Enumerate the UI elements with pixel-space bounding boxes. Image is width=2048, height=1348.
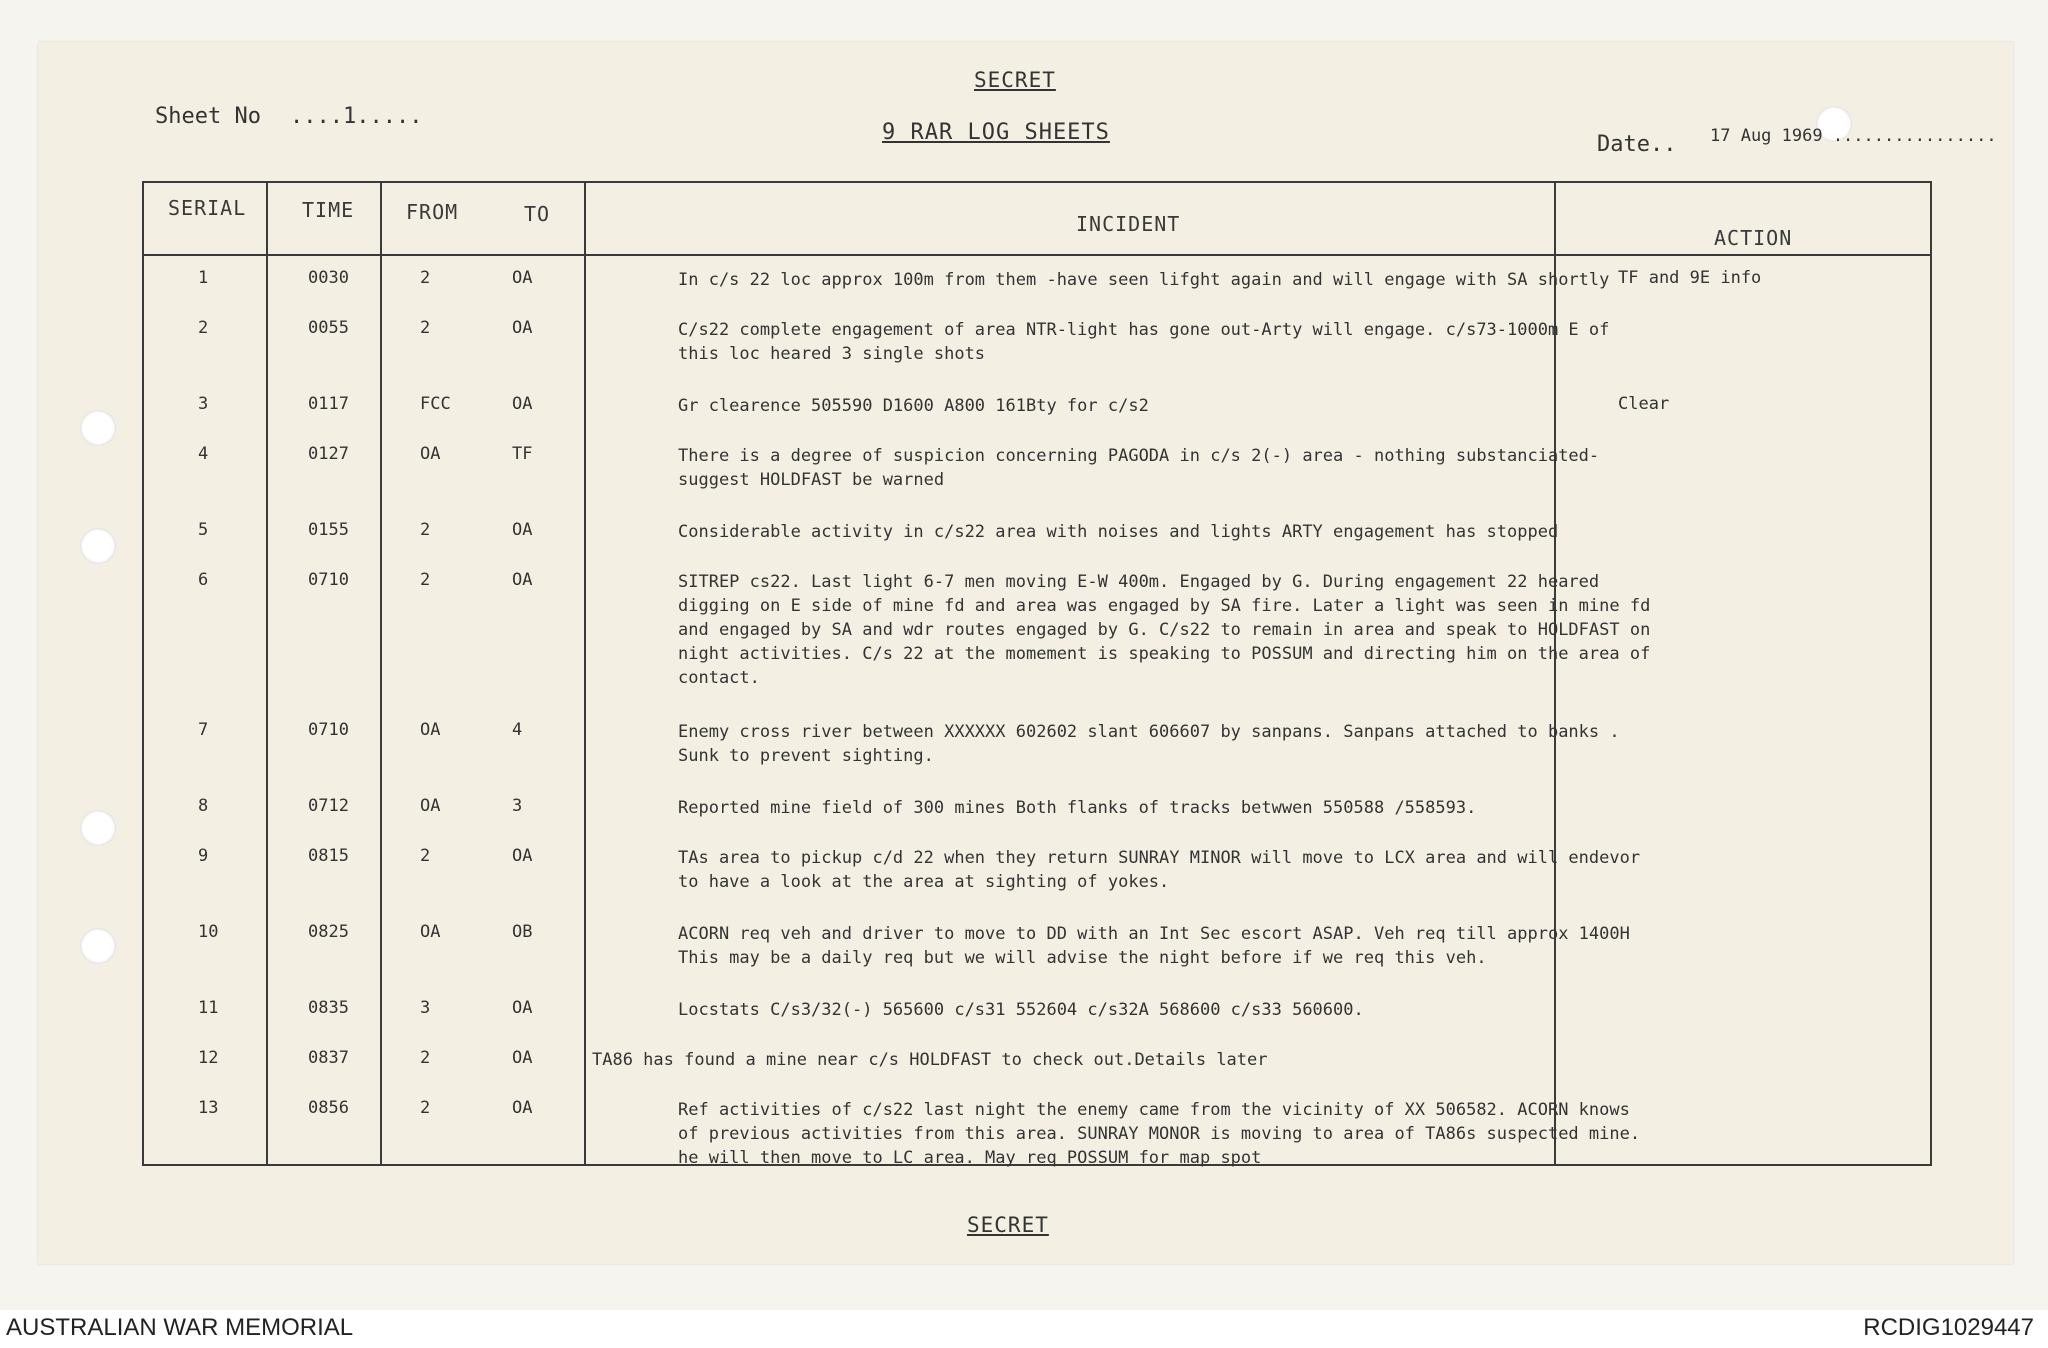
to-cell: TF (512, 444, 533, 464)
from-cell: OA (420, 720, 441, 740)
col-header-to: TO (524, 202, 551, 226)
time-cell: 0815 (308, 846, 349, 866)
time-cell: 0117 (308, 394, 349, 414)
to-cell: OA (512, 318, 533, 338)
incident-cell: ACORN req veh and driver to move to DD with an Int Sec escort ASAP. Veh req till approx 1400H This may be a daily req but we will advise the night before if we req this veh. (678, 924, 1630, 968)
serial-cell: 9 (198, 846, 209, 866)
from-cell: 2 (420, 846, 431, 866)
table-row (0, 444, 2048, 490)
table-row (0, 570, 2048, 688)
time-cell: 0127 (308, 444, 349, 464)
to-cell: 3 (512, 796, 523, 816)
archive-caption: AUSTRALIAN WAR MEMORIAL (6, 1314, 354, 1341)
from-cell: 2 (420, 570, 431, 590)
serial-cell: 4 (198, 444, 209, 464)
punch-hole (80, 928, 116, 964)
serial-cell: 8 (198, 796, 209, 816)
to-cell: OA (512, 998, 533, 1018)
from-cell: 2 (420, 318, 431, 338)
to-cell: OA (512, 1048, 533, 1068)
column-divider (380, 181, 382, 1166)
time-cell: 0825 (308, 922, 349, 942)
table-row (0, 998, 2048, 1020)
record-id: RCDIG1029447 (1863, 1314, 2034, 1341)
time-cell: 0055 (308, 318, 349, 338)
incident-cell: Gr clearence 505590 D1600 A800 161Bty for c/s2 (678, 396, 1149, 416)
col-header-action: ACTION (1714, 226, 1793, 250)
time-cell: 0030 (308, 268, 349, 288)
from-cell: 2 (420, 1098, 431, 1118)
from-cell: 3 (420, 998, 431, 1018)
action-cell: Clear (1618, 394, 1670, 414)
incident-cell: There is a degree of suspicion concerning PAGODA in c/s 2(-) area - nothing substanciated-suggest HOLDFAST be warned (678, 446, 1600, 490)
punch-hole (80, 528, 116, 564)
col-header-time: TIME (302, 198, 355, 222)
incident-cell: Locstats C/s3/32(-) 565600 c/s31 552604 c/s32A 568600 c/s33 560600. (678, 1000, 1364, 1020)
classification-bottom: SECRET (967, 1213, 1049, 1237)
time-cell: 0710 (308, 570, 349, 590)
serial-cell: 5 (198, 520, 209, 540)
to-cell: OA (512, 846, 533, 866)
date-label: Date.. (1597, 132, 1677, 157)
serial-cell: 1 (198, 268, 209, 288)
to-cell: OA (512, 570, 533, 590)
table-row (0, 268, 2048, 290)
to-cell: OA (512, 268, 533, 288)
sheet-number-value: ....1..... (290, 104, 423, 129)
col-header-from: FROM (406, 200, 459, 224)
incident-cell: SITREP cs22. Last light 6-7 men moving E-W 400m. Engaged by G. During engagement 22 heared digging on E side of mine fd and area was engaged by SA fire. Later a light was seen in mine fd and engaged by SA and wdr routes engaged by G. C/s22 to remain in area and speak to HOLDFAST on night activities. C/s 22 at the momement is speaking to POSSUM and directing him on the area of contact. (678, 572, 1651, 688)
table-row (0, 1098, 2048, 1168)
time-cell: 0856 (308, 1098, 349, 1118)
from-cell: 2 (420, 268, 431, 288)
classification-top: SECRET (974, 68, 1056, 92)
action-cell: TF and 9E info (1618, 268, 1762, 288)
incident-cell: In c/s 22 loc approx 100m from them -have seen lifght again and will engage with SA shortly (678, 270, 1610, 290)
incident-cell: TA86 has found a mine near c/s HOLDFAST to check out.Details later (592, 1050, 1268, 1070)
table-row (0, 796, 2048, 818)
table-row (0, 720, 2048, 766)
incident-cell: TAs area to pickup c/d 22 when they return SUNRAY MINOR will move to LCX area and will endevor to have a look at the area at sighting of yokes. (678, 848, 1641, 892)
from-cell: OA (420, 796, 441, 816)
incident-cell: C/s22 complete engagement of area NTR-light has gone out-Arty will engage. c/s73-1000m E of this loc heared 3 single shots (678, 320, 1610, 364)
to-cell: OA (512, 394, 533, 414)
table-row (0, 1048, 2048, 1070)
table-row (0, 520, 2048, 542)
header-divider (142, 254, 1932, 256)
time-cell: 0155 (308, 520, 349, 540)
table-row (0, 394, 2048, 416)
serial-cell: 10 (198, 922, 219, 942)
serial-cell: 12 (198, 1048, 219, 1068)
column-divider (266, 181, 268, 1166)
incident-cell: Reported mine field of 300 mines Both flanks of tracks betwwen 550588 /558593. (678, 798, 1477, 818)
from-cell: 2 (420, 520, 431, 540)
to-cell: OA (512, 520, 533, 540)
punch-hole (80, 410, 116, 446)
serial-cell: 3 (198, 394, 209, 414)
serial-cell: 2 (198, 318, 209, 338)
to-cell: OB (512, 922, 533, 942)
time-cell: 0710 (308, 720, 349, 740)
serial-cell: 6 (198, 570, 209, 590)
page-title: 9 RAR LOG SHEETS (882, 120, 1110, 145)
sheet-number-label: Sheet No (155, 104, 261, 129)
col-header-incident: INCIDENT (1076, 212, 1181, 236)
from-cell: 2 (420, 1048, 431, 1068)
table-row (0, 318, 2048, 364)
from-cell: FCC (420, 394, 451, 414)
table-row (0, 922, 2048, 968)
table-row (0, 846, 2048, 892)
date-value: 17 Aug 1969 ................ (1710, 126, 1997, 146)
to-cell: 4 (512, 720, 523, 740)
to-cell: OA (512, 1098, 533, 1118)
serial-cell: 13 (198, 1098, 219, 1118)
column-divider (584, 181, 586, 1166)
serial-cell: 11 (198, 998, 219, 1018)
time-cell: 0712 (308, 796, 349, 816)
time-cell: 0837 (308, 1048, 349, 1068)
from-cell: OA (420, 922, 441, 942)
col-header-serial: SERIAL (168, 196, 247, 220)
from-cell: OA (420, 444, 441, 464)
serial-cell: 7 (198, 720, 209, 740)
incident-cell: Ref activities of c/s22 last night the enemy came from the vicinity of XX 506582. ACORN knows of previous activities from this area. SUNRAY MONOR is moving to area of TA86s suspected mine. he will then move to LC area. May req POSSUM for map spot (678, 1100, 1641, 1168)
punch-hole (80, 810, 116, 846)
incident-cell: Enemy cross river between XXXXXX 602602 slant 606607 by sanpans. Sanpans attached to banks . Sunk to prevent sighting. (678, 722, 1620, 766)
time-cell: 0835 (308, 998, 349, 1018)
incident-cell: Considerable activity in c/s22 area with noises and lights ARTY engagement has stopped (678, 522, 1559, 542)
